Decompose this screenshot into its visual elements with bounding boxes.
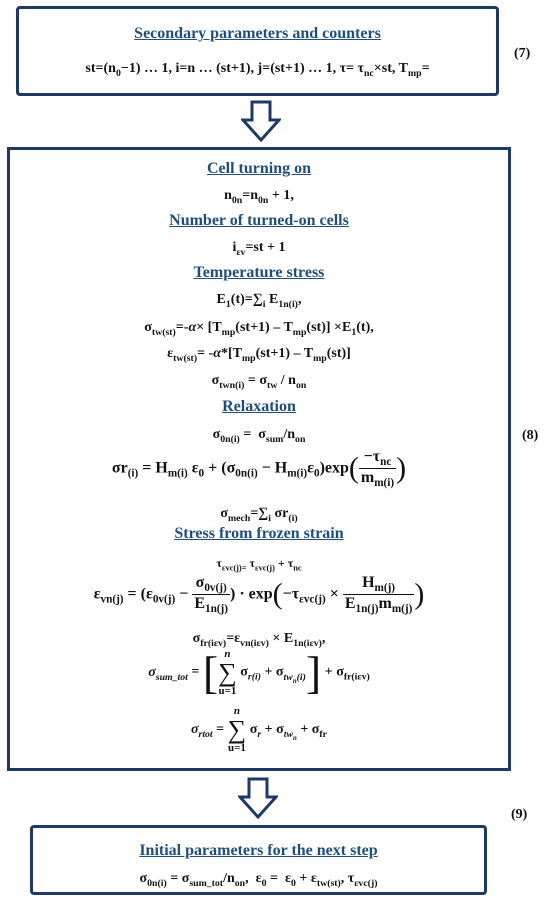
eq-sigma-fr: $\sigma_{fr(i\varepsilon v)}=\varepsilon_{vn(i\varepsilon v)} \times E_{1n(i\varepsilon v)}$,: [192, 631, 326, 649]
section-number-turned-on-cells: Number of turned-on cells: [169, 212, 349, 229]
eq-sigma-sum-tot: $\sigma_{sum\_tot}$ = [ n ∑ u=1 $\sigma_{r(i)} + \sigma_{tw_n(i)}] + \sigma_{fr(i\varepsilon v)}$: [148, 647, 370, 698]
eq-eps-vn: $\varepsilon_{vn(j)} = (\varepsilon_{0v(j)}$ − $\frac{\sigma_{0v(j)}}{E_{1n(j)}}$ ) · $\exp(-\tau_{\varepsilon vc(j)}$ × $\frac{H_{m(j)}}{E_{1n(j)}m_{m(j)}}$ ): [93, 574, 425, 616]
eq-sigma-twn: $\sigma_{twn(i)} = \sigma_{tw} / n_{on}$: [211, 373, 307, 391]
down-arrow-icon: [238, 777, 278, 819]
block-7-secondary-parameters: [16, 6, 499, 96]
block-7-counters-line: $st=(n_0-1)$ … 1, i=n … (st+1), j=(st+1) … 1, $\tau= \tau_{nc}\times st$, $T_{mp}=$: [85, 61, 430, 79]
eq-sigma0n: $\sigma_{0n(i)} = \sigma_{sum}/n_{on}$: [212, 427, 306, 445]
block-9-title: Initial parameters for the next step: [139, 842, 378, 859]
block-9-params-line: $\sigma_{0n(i)} = \sigma_{sum\_tot}/n_{on}$, $\varepsilon_0 = \varepsilon_0 + \varepsilon_{tw(st)}$, $\tau_{\varepsilon vc(j)}$: [139, 871, 378, 889]
eq-sigma-r: $\sigma r_{(i)} = H_{m(i)}$ $\varepsilon_0 + (\sigma_{0n(i)} - H_{m(i)}\varepsilon_0)\exp$( $\frac{-\tau_{nc}}{m_{m(i)}}$ ): [111, 448, 407, 490]
section-stress-frozen-strain: Stress from frozen strain: [174, 525, 344, 542]
equation-number-8: (8): [522, 428, 539, 443]
equation-number-7: (7): [514, 46, 531, 61]
eq-eps-tw: $\varepsilon_{tw(st)}= -\alpha*[T_{mp}(st+1) - T_{mp}(st)]$: [167, 346, 351, 364]
block-7-title: Secondary parameters and counters: [134, 25, 381, 42]
down-arrow-icon: [241, 100, 281, 142]
eq-sigma-tw: $\sigma_{tw(st)}=-\alpha\times [T_{mp}(st+1) - T_{mp}(st)] \times E_1(t)$,: [144, 320, 374, 338]
block-9-initial-parameters: [30, 825, 487, 895]
block-8-main-computations: [7, 147, 511, 771]
equation-number-9: (9): [511, 807, 528, 822]
eq-iev: $i_{\varepsilon v}=st + 1$: [232, 240, 286, 258]
section-temperature-stress: Temperature stress: [193, 264, 325, 281]
eq-tau: $\tau_{\varepsilon vc(j)=}$ $\tau_{\varepsilon vc(j)} + \tau_{nc}$: [216, 556, 302, 573]
section-relaxation: Relaxation: [222, 398, 296, 415]
eq-sigma-rtot: $\sigma_{rtot}$ = n ∑ u=1 $\sigma_r + \sigma_{tw_n} + \sigma_{fr}$: [190, 705, 328, 754]
eq-E1: $E_1(t)=\sum_i$ $E_{1n(i)}$,: [216, 292, 302, 310]
eq-n0n: $n_{0n}=n_{0n} + 1$,: [224, 188, 294, 206]
eq-sigma-mech: $\sigma_{mech}=\sum_i$ $\sigma r_{(i)}$: [220, 506, 298, 524]
section-cell-turning-on: Cell turning on: [206, 160, 311, 177]
